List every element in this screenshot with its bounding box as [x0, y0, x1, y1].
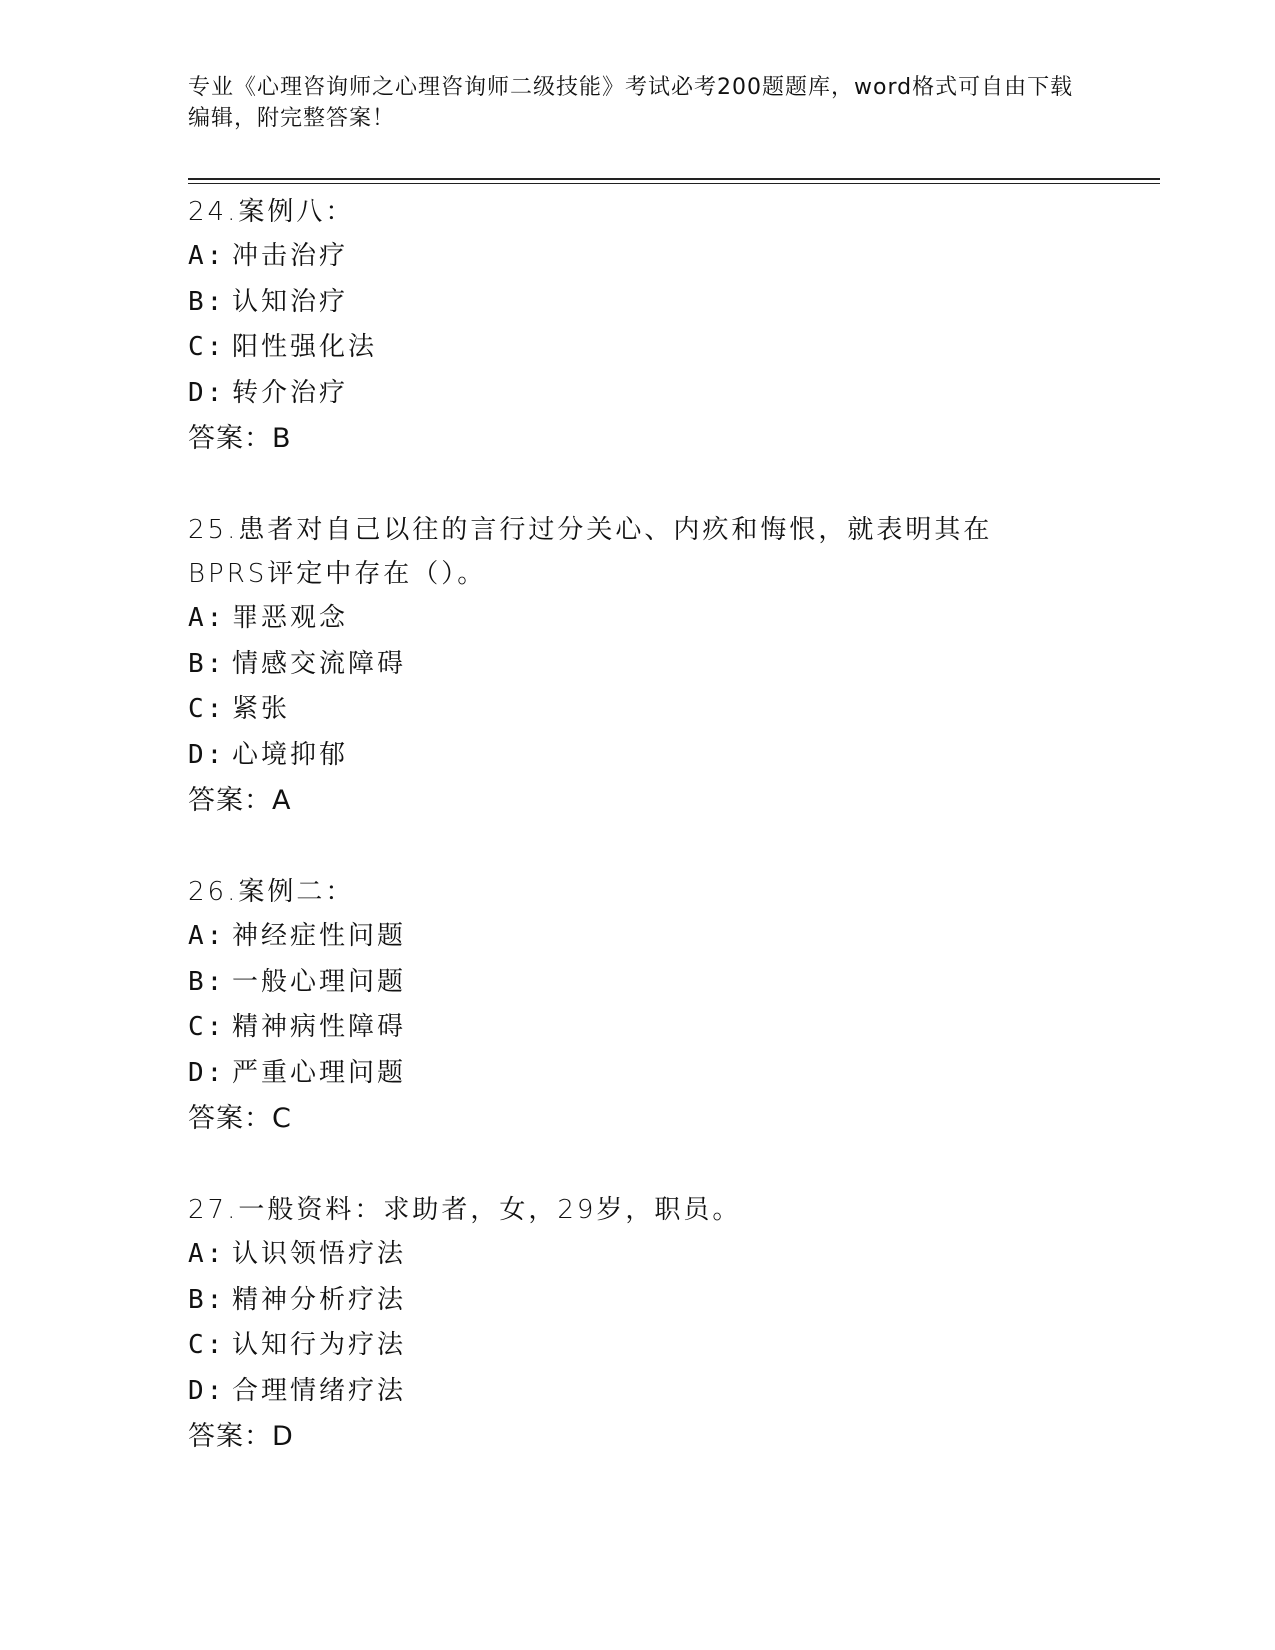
option-text: 精神分析疗法 — [232, 1284, 407, 1315]
option-b — [188, 280, 1148, 326]
option-text: 认知治疗 — [232, 286, 349, 317]
option-key: D: — [188, 377, 226, 408]
question-24 — [188, 190, 1148, 462]
option-a — [188, 234, 1148, 280]
answer-line: 答案：B — [188, 423, 292, 454]
answer-line: 答案：A — [188, 785, 292, 816]
option-b — [188, 642, 1148, 688]
option-b — [188, 960, 1148, 1006]
option-key: A: — [188, 241, 226, 271]
option-text: 罪恶观念 — [232, 603, 349, 633]
option-key: A: — [188, 1239, 226, 1269]
option-c — [188, 687, 1148, 733]
option-d — [188, 1369, 1148, 1415]
question-list — [188, 190, 1148, 1506]
header-divider-thin — [188, 183, 1160, 184]
option-c — [188, 325, 1148, 371]
answer-line: 答案：C — [188, 1103, 292, 1134]
header-divider-thick — [188, 178, 1160, 180]
question-26 — [188, 870, 1148, 1142]
option-text: 神经症性问题 — [232, 921, 407, 951]
option-key: B: — [188, 1284, 226, 1315]
option-text: 一般心理问题 — [232, 966, 407, 997]
option-a — [188, 596, 1148, 642]
option-text: 情感交流障碍 — [232, 648, 407, 679]
option-text: 紧张 — [232, 694, 291, 724]
option-a — [188, 914, 1148, 960]
option-c — [188, 1005, 1148, 1051]
option-text: 冲击治疗 — [232, 241, 349, 271]
option-key: C: — [188, 1012, 226, 1042]
option-key: D: — [188, 1057, 226, 1088]
question-stem: 24.案例八： — [188, 197, 355, 227]
option-a — [188, 1232, 1148, 1278]
option-key: C: — [188, 1330, 226, 1360]
option-key: B: — [188, 286, 226, 317]
option-text: 精神病性障碍 — [232, 1012, 407, 1042]
option-key: A: — [188, 921, 226, 951]
option-d — [188, 371, 1148, 417]
option-key: C: — [188, 694, 226, 724]
option-key: A: — [188, 603, 226, 633]
question-25 — [188, 508, 1148, 824]
option-text: 合理情绪疗法 — [232, 1375, 407, 1406]
question-stem: 27.一般资料：求助者，女，29岁，职员。 — [188, 1195, 742, 1225]
option-key: D: — [188, 1375, 226, 1406]
option-text: 阳性强化法 — [232, 332, 378, 362]
option-key: C: — [188, 332, 226, 362]
option-key: B: — [188, 966, 226, 997]
document-intro: 专业《心理咨询师之心理咨询师二级技能》考试必考200题题库，word格式可自由下载编辑，附完整答案！ — [188, 75, 1074, 131]
answer-line: 答案：D — [188, 1421, 294, 1452]
option-key: D: — [188, 739, 226, 770]
option-text: 心境抑郁 — [232, 739, 349, 770]
option-d — [188, 1051, 1148, 1097]
option-text: 转介治疗 — [232, 377, 349, 408]
question-stem: 26.案例二： — [188, 877, 355, 907]
option-c — [188, 1323, 1148, 1369]
option-text: 认识领悟疗法 — [232, 1239, 407, 1269]
option-d — [188, 733, 1148, 779]
question-stem: 25.患者对自己以往的言行过分关心、内疚和悔恨，就表明其在BPRS评定中存在（）。 — [188, 515, 993, 589]
option-key: B: — [188, 648, 226, 679]
option-b — [188, 1278, 1148, 1324]
question-27 — [188, 1188, 1148, 1460]
option-text: 严重心理问题 — [232, 1057, 407, 1088]
option-text: 认知行为疗法 — [232, 1330, 407, 1360]
